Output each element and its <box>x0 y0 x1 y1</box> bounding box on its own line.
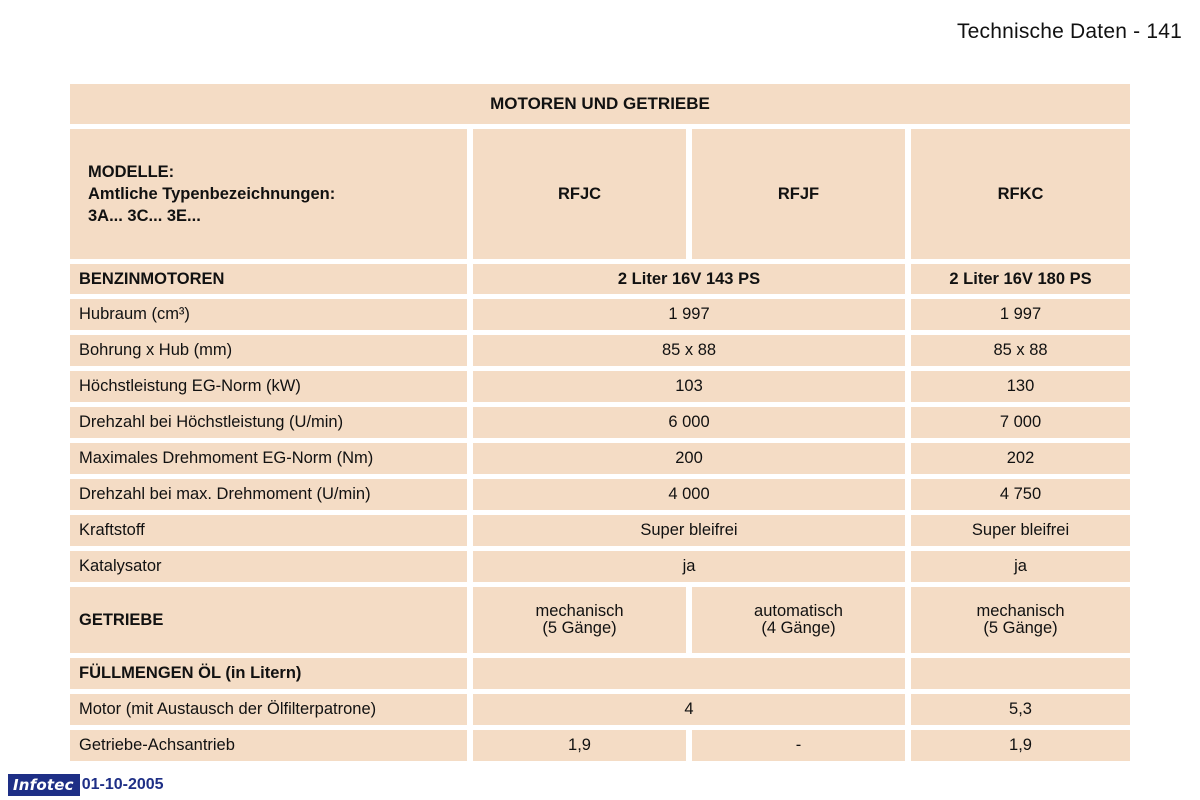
row-value-143: 200 <box>473 443 905 474</box>
gearbox-rfkc <box>911 587 1130 653</box>
gearbox-type: mechanisch <box>535 602 624 620</box>
oil-empty-cell <box>911 658 1130 689</box>
row-label: Hubraum (cm³) <box>70 299 467 330</box>
models-heading: MODELLE: <box>88 163 175 181</box>
table-title: MOTOREN UND GETRIEBE <box>70 84 1130 124</box>
table-row <box>70 443 1130 474</box>
gearbox-type: automatisch <box>754 602 843 620</box>
row-value-143: Super bleifrei <box>473 515 905 546</box>
row-value-180: Super bleifrei <box>911 515 1130 546</box>
row-label: Kraftstoff <box>70 515 467 546</box>
oil-axle-rfjc: 1,9 <box>473 730 686 761</box>
table-row <box>70 551 1130 582</box>
row-label: Katalysator <box>70 551 467 582</box>
row-value-143: ja <box>473 551 905 582</box>
model-code-rfjf: RFJF <box>692 129 905 259</box>
page-title: Technische Daten - 141 <box>956 20 1182 43</box>
table-row <box>70 515 1130 546</box>
type-designation-label: Amtliche Typenbezeichnungen: <box>88 185 336 203</box>
gearbox-gears: (4 Gänge) <box>761 619 836 637</box>
gearbox-rfjc <box>473 587 686 653</box>
table-row <box>70 407 1130 438</box>
row-value-143: 4 000 <box>473 479 905 510</box>
footer-date: 01-10-2005 <box>81 776 164 793</box>
row-label: Höchstleistung EG-Norm (kW) <box>70 371 467 402</box>
row-value-180: 85 x 88 <box>911 335 1130 366</box>
engine-variant-180: 2 Liter 16V 180 PS <box>911 264 1130 294</box>
row-value-143: 103 <box>473 371 905 402</box>
model-code-rfjc: RFJC <box>473 129 686 259</box>
table-row <box>70 335 1130 366</box>
oil-axle-rfkc: 1,9 <box>911 730 1130 761</box>
row-value-180: 1 997 <box>911 299 1130 330</box>
row-value-180: 4 750 <box>911 479 1130 510</box>
oil-motor-143: 4 <box>473 694 905 725</box>
oil-axle-label: Getriebe-Achsantrieb <box>70 730 467 761</box>
oil-empty-cell <box>473 658 905 689</box>
row-value-180: 202 <box>911 443 1130 474</box>
oil-axle-rfjf: - <box>692 730 905 761</box>
row-label: Drehzahl bei Höchstleistung (U/min) <box>70 407 467 438</box>
table-row <box>70 479 1130 510</box>
footer <box>8 774 164 796</box>
oil-motor-180: 5,3 <box>911 694 1130 725</box>
row-value-180: ja <box>911 551 1130 582</box>
row-label: Drehzahl bei max. Drehmoment (U/min) <box>70 479 467 510</box>
infotec-logo: Infotec <box>8 774 80 796</box>
row-label: Bohrung x Hub (mm) <box>70 335 467 366</box>
engines-section-label: BENZINMOTOREN <box>70 264 467 294</box>
gearbox-gears: (5 Gänge) <box>542 619 617 637</box>
table-row <box>70 694 1130 725</box>
model-code-rfkc: RFKC <box>911 129 1130 259</box>
table-row <box>70 299 1130 330</box>
oil-motor-label: Motor (mit Austausch der Ölfilterpatrone) <box>70 694 467 725</box>
row-value-143: 85 x 88 <box>473 335 905 366</box>
gearbox-gears: (5 Gänge) <box>983 619 1058 637</box>
gearbox-type: mechanisch <box>976 602 1065 620</box>
engine-variant-143: 2 Liter 16V 143 PS <box>473 264 905 294</box>
models-label-cell <box>70 129 467 259</box>
spec-table <box>64 79 1136 766</box>
table-row <box>70 730 1130 761</box>
type-codes: 3A... 3C... 3E... <box>88 207 201 225</box>
table-row <box>70 371 1130 402</box>
gearbox-section-label: GETRIEBE <box>70 587 467 653</box>
row-value-180: 7 000 <box>911 407 1130 438</box>
row-value-143: 1 997 <box>473 299 905 330</box>
row-value-180: 130 <box>911 371 1130 402</box>
oil-section-label: FÜLLMENGEN ÖL (in Litern) <box>70 658 467 689</box>
gearbox-rfjf <box>692 587 905 653</box>
row-label: Maximales Drehmoment EG-Norm (Nm) <box>70 443 467 474</box>
row-value-143: 6 000 <box>473 407 905 438</box>
